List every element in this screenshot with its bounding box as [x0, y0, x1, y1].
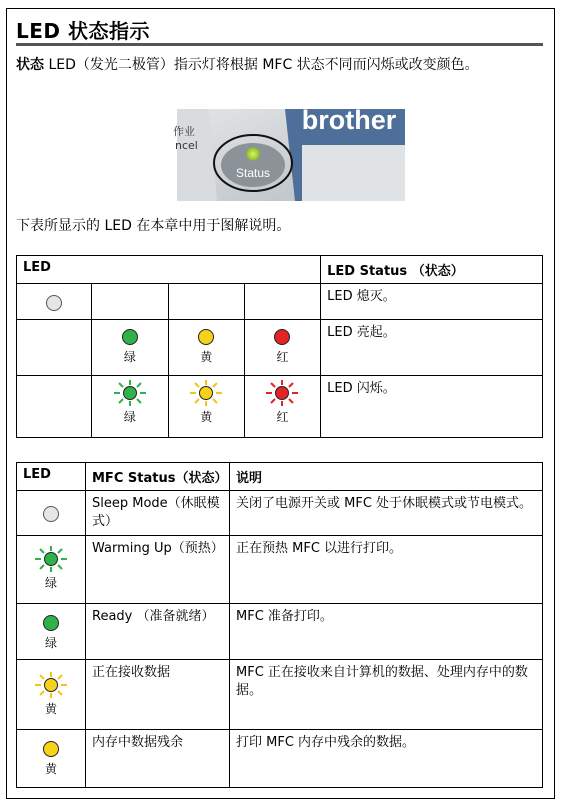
t2-status: Sleep Mode（休眠模式）	[86, 491, 230, 536]
t1-led-cell	[92, 376, 168, 438]
color-label: 绿	[44, 576, 57, 590]
t2-header-led: LED	[17, 463, 86, 491]
led-green-blink-icon	[33, 544, 69, 574]
led-off-icon	[41, 504, 61, 524]
color-label: 红	[276, 410, 289, 424]
t1-led-cell	[92, 320, 168, 376]
control-panel-illustration	[173, 105, 405, 201]
panel-left-text-2: ncel	[175, 139, 198, 152]
page-title: LED 状态指示	[16, 19, 150, 43]
t2-status: Ready （准备就绪）	[86, 604, 230, 660]
table-row	[17, 730, 543, 788]
intro-paragraph	[16, 55, 546, 76]
t2-status: Warming Up（预热）	[86, 536, 230, 604]
t2-desc: 正在预热 MFC 以进行打印。	[230, 536, 543, 604]
t1-led-cell	[244, 320, 320, 376]
intro-text: LED（发光二极管）指示灯将根据 MFC 状态不同而闪烁或改变颜色。	[44, 57, 479, 73]
led-yellow-blink-icon	[33, 670, 69, 700]
t2-led-cell	[17, 604, 86, 660]
led-off-icon	[44, 293, 64, 313]
color-label: 黄	[200, 410, 213, 424]
status-button-label: Status	[235, 166, 271, 180]
color-label: 黄	[44, 702, 57, 716]
table-row	[17, 660, 543, 730]
t1-led-cell	[168, 320, 244, 376]
t2-led-cell	[17, 536, 86, 604]
led-yellow-on-icon	[40, 738, 62, 760]
table-row	[17, 604, 543, 660]
table-row	[17, 320, 543, 376]
t2-desc: 关闭了电源开关或 MFC 处于休眠模式或节电模式。	[230, 491, 543, 536]
table-row	[17, 376, 543, 438]
title-rule	[16, 43, 543, 46]
t2-led-cell	[17, 730, 86, 788]
table-caption: 下表所显示的 LED 在本章中用于图解说明。	[16, 218, 291, 234]
led-yellow-on-icon	[195, 326, 217, 348]
panel-left-text-1: 作业	[173, 125, 195, 138]
t2-led-cell	[17, 660, 86, 730]
status-led-icon	[247, 148, 260, 161]
t2-desc: MFC 正在接收来自计算机的数据、处理内存中的数据。	[230, 660, 543, 730]
t2-desc: MFC 准备打印。	[230, 604, 543, 660]
led-red-blink-icon	[264, 378, 300, 408]
color-label: 绿	[123, 410, 136, 424]
t1-led-cell	[17, 284, 92, 320]
t2-header-desc: 说明	[230, 463, 543, 491]
color-label: 黄	[200, 350, 213, 364]
t2-desc: 打印 MFC 内存中残余的数据。	[230, 730, 543, 788]
led-green-on-icon	[40, 612, 62, 634]
brand-logo: brother	[301, 105, 397, 135]
control-panel-photo	[173, 105, 405, 201]
led-yellow-blink-icon	[188, 378, 224, 408]
t2-header-status: MFC Status（状态）	[86, 463, 230, 491]
t1-led-cell	[244, 376, 320, 438]
t2-led-cell	[17, 491, 86, 536]
t1-status-on: LED 亮起。	[321, 320, 543, 376]
t1-header-led: LED	[17, 256, 321, 284]
led-green-blink-icon	[112, 378, 148, 408]
t1-status-blink: LED 闪烁。	[321, 376, 543, 438]
t2-status: 正在接收数据	[86, 660, 230, 730]
t1-header-status: LED Status （状态）	[321, 256, 543, 284]
t2-status: 内存中数据残余	[86, 730, 230, 788]
t1-status-off: LED 熄灭。	[321, 284, 543, 320]
t1-led-cell	[168, 376, 244, 438]
table-row	[17, 536, 543, 604]
mfc-status-table	[16, 462, 543, 788]
color-label: 红	[276, 350, 289, 364]
led-red-on-icon	[271, 326, 293, 348]
color-label: 绿	[44, 636, 57, 650]
led-green-on-icon	[119, 326, 141, 348]
table-row	[17, 284, 543, 320]
intro-bold: 状态	[16, 57, 44, 73]
led-legend-table	[16, 255, 543, 438]
table-row	[17, 491, 543, 536]
color-label: 黄	[44, 762, 57, 776]
color-label: 绿	[123, 350, 136, 364]
